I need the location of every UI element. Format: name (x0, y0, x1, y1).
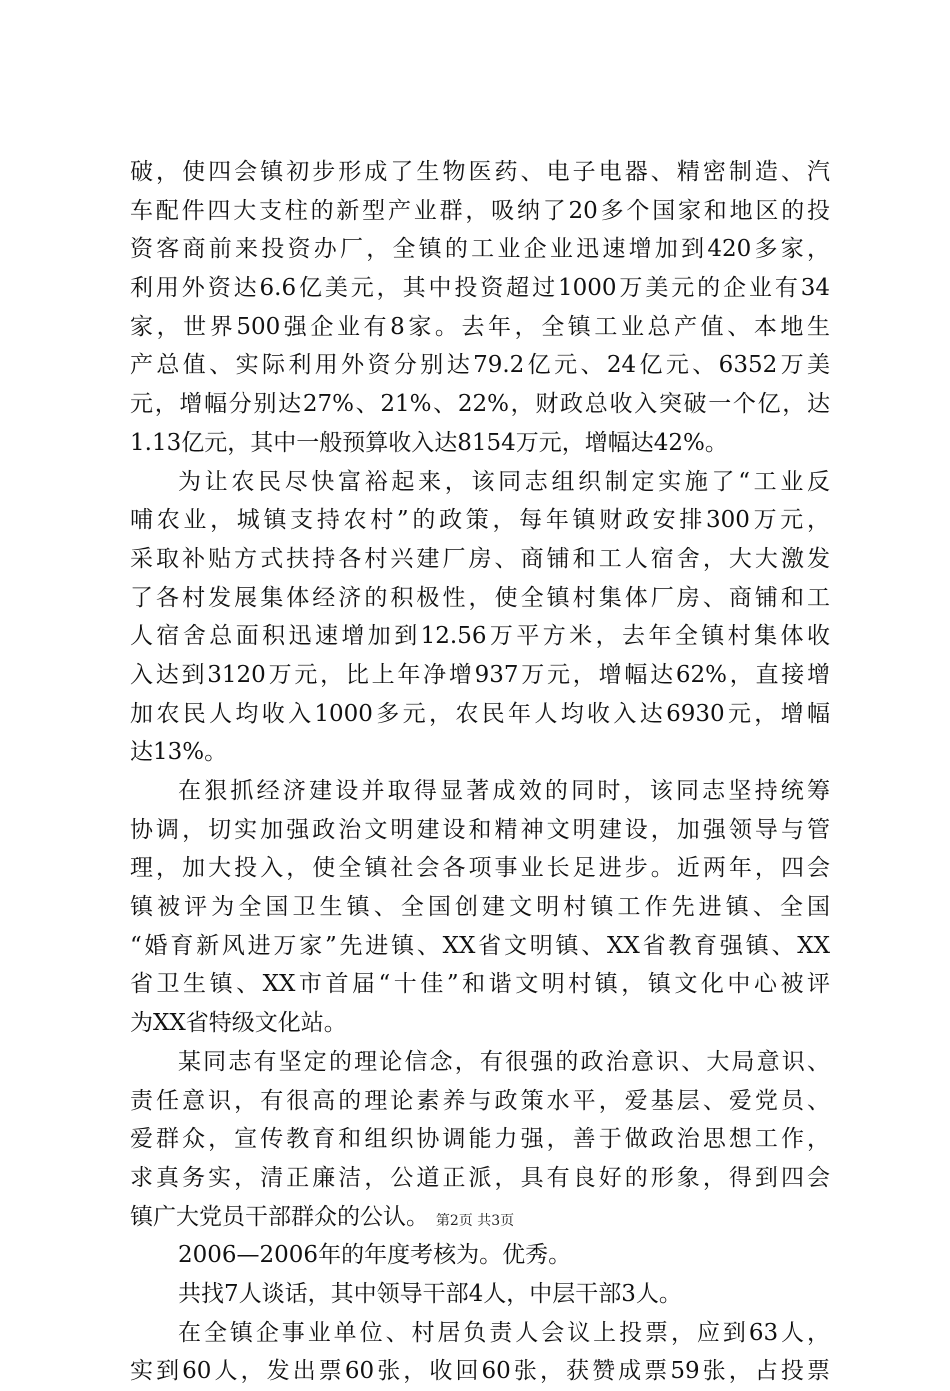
text-line: 爱群众，宣传教育和组织协调能力强，善于做政治思想工作， (130, 1126, 830, 1153)
text-line: 破，使四会镇初步形成了生物医药、电子电器、精密制造、汽 (130, 159, 830, 185)
text-line: 加农民人均收入1000多元，农民年人均收入达6930元，增幅 (130, 700, 830, 727)
text-line: 人宿舍总面积迅速增加到12.56万平方米，去年全镇村集体收 (130, 623, 830, 650)
document-body (130, 153, 830, 1391)
text-line: 资客商前来投资办厂，全镇的工业企业迅速增加到420多家， (130, 236, 830, 263)
text-line: 协调，切实加强政治文明建设和精神文明建设，加强领导与管 (130, 816, 830, 843)
text-line: 责任意识，有很高的理论素养与政策水平，爱基层、爱党员、 (130, 1087, 830, 1114)
text-line: 1.13亿元，其中一般预算收入达8154万元，增幅达42%。 (130, 429, 728, 456)
text-line: 共找7人谈话，其中领导干部4人，中层干部3人。 (178, 1280, 682, 1307)
text-line: 达13%。 (130, 739, 228, 766)
text-line: 入达到3120万元，比上年净增937万元，增幅达62%，直接增 (130, 661, 830, 688)
text-line: 2006—2006年的年度考核为。优秀。 (178, 1242, 572, 1269)
text-line: 在狠抓经济建设并取得显著成效的同时，该同志坚持统筹 (178, 778, 830, 804)
text-line: 哺农业，城镇支持农村”的政策，每年镇财政安排300万元， (130, 507, 830, 534)
text-line: 为XX省特级文化站。 (130, 1010, 347, 1037)
page-number-label: 第2页 共3页 (435, 1213, 515, 1229)
text-line: 车配件四大支柱的新型产业群，吸纳了20多个国家和地区的投 (130, 197, 830, 224)
text-line: 理，加大投入，使全镇社会各项事业长足进步。近两年，四会 (130, 855, 830, 882)
text-line: 了各村发展集体经济的积极性，使全镇村集体厂房、商铺和工 (130, 584, 830, 611)
text-line: 某同志有坚定的理论信念，有很强的政治意识、大局意识、 (178, 1048, 830, 1075)
text-line: 镇被评为全国卫生镇、全国创建文明村镇工作先进镇、全国 (130, 894, 830, 921)
text-line: 省卫生镇、XX市首届“十佳”和谐文明村镇，镇文化中心被评 (130, 971, 830, 998)
text-line: 家，世界500强企业有8家。去年，全镇工业总产值、本地生 (130, 313, 830, 340)
text-line: “婚育新风进万家”先进镇、XX省文明镇、XX省教育强镇、XX (130, 932, 830, 959)
text-line: 在全镇企事业单位、村居负责人会议上投票，应到63人， (178, 1319, 830, 1346)
text-line: 为让农民尽快富裕起来，该同志组织制定实施了“工业反 (178, 468, 830, 495)
page-footer (0, 1210, 950, 1230)
text-line: 采取补贴方式扶持各村兴建厂房、商铺和工人宿舍，大大激发 (130, 545, 830, 572)
text-line: 实到60人，发出票60张，收回60张，获赞成票59张，占投票 (130, 1358, 830, 1385)
text-line: 利用外资达6.6亿美元，其中投资超过1000万美元的企业有34 (130, 275, 830, 302)
text-line: 求真务实，清正廉洁，公道正派，具有良好的形象，得到四会 (130, 1164, 830, 1191)
text-line: 产总值、实际利用外资分别达79.2亿元、24亿元、6352万美 (130, 352, 830, 379)
text-line: 镇广大党员干部群众的公认。 (130, 1203, 429, 1230)
text-line: 元，增幅分别达27%、21%、22%，财政总收入突破一个亿，达 (130, 391, 830, 418)
